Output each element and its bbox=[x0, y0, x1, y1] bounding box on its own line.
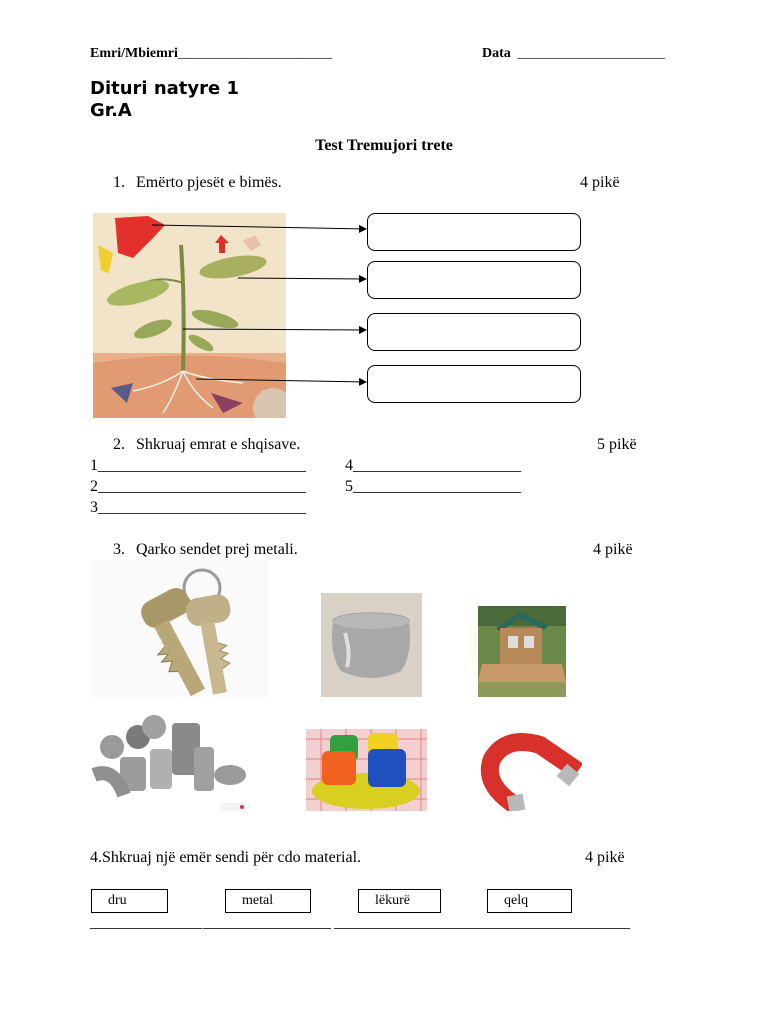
answer-line-3[interactable]: 3__________________________ bbox=[90, 499, 306, 516]
material-answer-3[interactable]: _________________ bbox=[334, 914, 470, 931]
material-tag-wood: dru bbox=[91, 889, 168, 913]
q2-points: 5 pikë bbox=[597, 436, 637, 453]
answer-line-1[interactable]: 1__________________________ bbox=[90, 457, 306, 474]
q3-text: Qarko sendet prej metali. bbox=[136, 541, 298, 558]
pointer-lines bbox=[0, 0, 768, 420]
wooden-house-image[interactable] bbox=[478, 606, 566, 697]
material-answer-1[interactable]: ______________ bbox=[90, 914, 202, 931]
material-tag-metal: metal bbox=[225, 889, 311, 913]
date-label: Data bbox=[482, 46, 511, 61]
q4-points: 4 pikë bbox=[585, 849, 625, 866]
material-tag-glass: qelq bbox=[487, 889, 572, 913]
title-line2: Gr.A bbox=[90, 100, 132, 121]
title-line1: Dituri natyre 1 bbox=[90, 78, 240, 99]
material-tag-leather: lëkurë bbox=[358, 889, 441, 913]
answer-box-1[interactable] bbox=[367, 213, 581, 251]
answer-box-4[interactable] bbox=[367, 365, 581, 403]
answer-line-4[interactable]: 4_____________________ bbox=[345, 457, 521, 474]
q2-number: 2. bbox=[113, 436, 125, 453]
answer-box-2[interactable] bbox=[367, 261, 581, 299]
q4-text: 4.Shkruaj një emër sendi për cdo material. bbox=[90, 849, 362, 866]
plastic-cups-image[interactable] bbox=[306, 729, 427, 811]
q1-number: 1. bbox=[113, 174, 125, 191]
metal-pot-image[interactable] bbox=[321, 593, 422, 697]
q1-text: Emërto pjesët e bimës. bbox=[136, 174, 282, 191]
keys-image[interactable] bbox=[90, 560, 268, 697]
metal-pipes-image[interactable] bbox=[90, 713, 248, 811]
test-title: Test Tremujori trete bbox=[315, 137, 453, 154]
magnet-image[interactable] bbox=[478, 731, 582, 811]
q1-points: 4 pikë bbox=[580, 174, 620, 191]
name-blank: ______________________ bbox=[177, 46, 332, 61]
answer-line-2[interactable]: 2__________________________ bbox=[90, 478, 306, 495]
answer-line-5[interactable]: 5_____________________ bbox=[345, 478, 521, 495]
q3-points: 4 pikë bbox=[593, 541, 633, 558]
material-answer-4[interactable]: ____________________ bbox=[470, 914, 630, 931]
q3-number: 3. bbox=[113, 541, 125, 558]
answer-box-3[interactable] bbox=[367, 313, 581, 351]
name-label: Emri/Mbiemri bbox=[90, 46, 178, 61]
date-blank: _____________________ bbox=[517, 46, 665, 61]
material-answer-2[interactable]: ________________ bbox=[203, 914, 331, 931]
q2-text: Shkruaj emrat e shqisave. bbox=[136, 436, 301, 453]
